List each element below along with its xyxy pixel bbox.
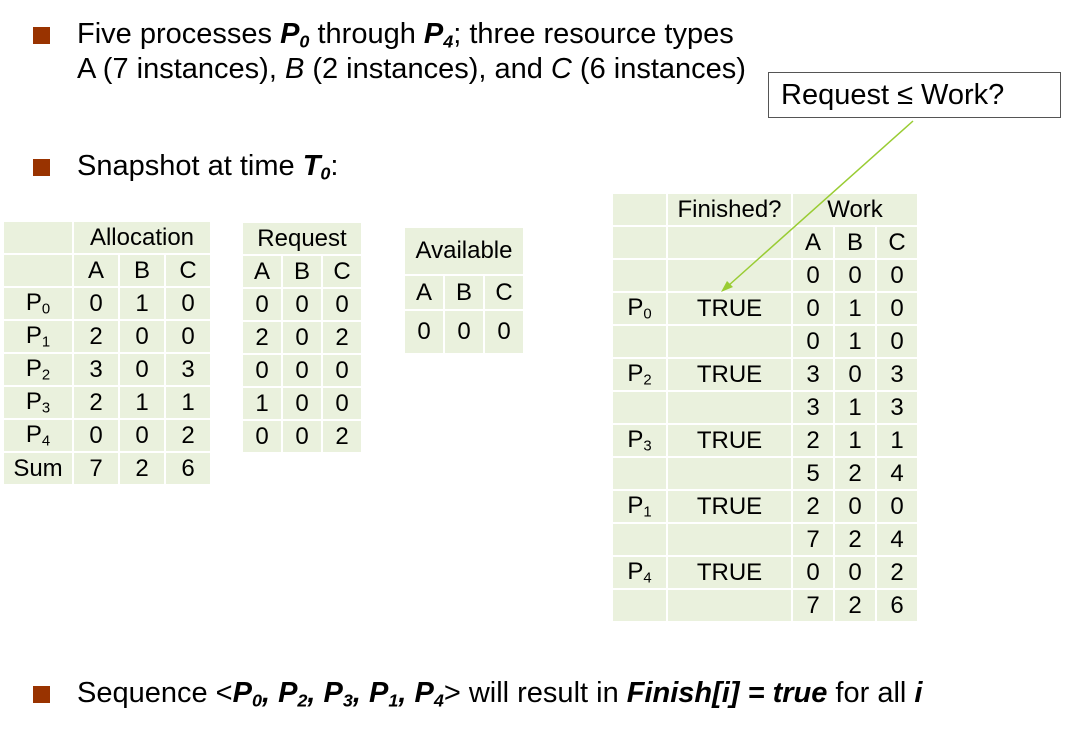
cell: 0 (120, 354, 164, 385)
bullet-marker (33, 686, 50, 703)
cell: 0 (835, 260, 875, 291)
cell: 2 (835, 590, 875, 621)
cell: 1 (877, 425, 917, 456)
cell: 0 (323, 355, 361, 386)
bullet1-line1: Five processes $P_0$ through $P_4$; three resource types (77, 18, 734, 52)
finished-cell: TRUE (668, 491, 791, 522)
col-header: B (445, 276, 483, 309)
cell: 0 (793, 557, 833, 588)
col-header: A (243, 256, 281, 287)
cell: 3 (74, 354, 118, 385)
request-work-callout: Request ≤ Work? (768, 72, 1061, 118)
col-header: A (405, 276, 443, 309)
col-header: B (283, 256, 321, 287)
cell: 7 (793, 590, 833, 621)
cell: 3 (877, 359, 917, 390)
col-header: A (793, 227, 833, 258)
process-label: $P_0$ (4, 288, 72, 319)
col-header: C (323, 256, 361, 287)
cell: 0 (877, 293, 917, 324)
cell: 0 (283, 322, 321, 353)
cell: 0 (120, 321, 164, 352)
process-label: $P_3$ (613, 425, 666, 456)
work-header: Work (793, 194, 917, 225)
cell: 1 (243, 388, 281, 419)
cell: 4 (877, 458, 917, 489)
cell: 2 (877, 557, 917, 588)
cell: 0 (243, 355, 281, 386)
cell: 7 (793, 524, 833, 555)
cell: 0 (793, 326, 833, 357)
cell: 0 (323, 289, 361, 320)
process-label: $P_2$ (4, 354, 72, 385)
finished-header: Finished? (668, 194, 791, 225)
cell: 2 (74, 387, 118, 418)
available-title: Available (405, 228, 523, 274)
cell: 3 (877, 392, 917, 423)
bullet3-line: Sequence $<P_0$, $P_2$, $P_3$, $P_1$, $P_4>$ will result in Finish[i] = true for all i (77, 677, 923, 711)
cell: 0 (835, 359, 875, 390)
cell: 2 (835, 458, 875, 489)
sum-label: Sum (4, 453, 72, 484)
cell: 0 (166, 288, 210, 319)
cell: 1 (835, 293, 875, 324)
cell: 0 (835, 491, 875, 522)
cell: 0 (445, 311, 483, 353)
finished-cell: TRUE (668, 425, 791, 456)
cell: 1 (835, 425, 875, 456)
col-header: B (120, 255, 164, 286)
cell: 3 (793, 392, 833, 423)
cell: 2 (793, 491, 833, 522)
cell: 0 (283, 355, 321, 386)
cell: 0 (283, 421, 321, 452)
process-label: $P_3$ (4, 387, 72, 418)
process-label: $P_2$ (613, 359, 666, 390)
cell: 1 (835, 392, 875, 423)
cell: 2 (74, 321, 118, 352)
cell: 0 (283, 289, 321, 320)
cell: 5 (793, 458, 833, 489)
cell: 0 (793, 260, 833, 291)
process-label: $P_1$ (4, 321, 72, 352)
cell: 2 (323, 322, 361, 353)
col-header: A (74, 255, 118, 286)
cell: 2 (166, 420, 210, 451)
cell: 0 (283, 388, 321, 419)
cell: 0 (877, 260, 917, 291)
cell: 0 (877, 326, 917, 357)
col-header: C (485, 276, 523, 309)
cell: 0 (323, 388, 361, 419)
cell: 0 (74, 288, 118, 319)
cell: 0 (120, 420, 164, 451)
cell: 0 (243, 289, 281, 320)
cell: 0 (166, 321, 210, 352)
bullet1-line2: A (7 instances), B (2 instances), and C (6 instances) (77, 53, 746, 85)
cell: 2 (835, 524, 875, 555)
finished-cell: TRUE (668, 359, 791, 390)
cell: 0 (835, 557, 875, 588)
allocation-title: Allocation (74, 222, 210, 253)
process-label: $P_4$ (613, 557, 666, 588)
cell: 0 (405, 311, 443, 353)
col-header: C (166, 255, 210, 286)
cell: 1 (835, 326, 875, 357)
cell: 0 (74, 420, 118, 451)
cell: 2 (323, 421, 361, 452)
cell: 0 (877, 491, 917, 522)
cell: 1 (166, 387, 210, 418)
cell: 4 (877, 524, 917, 555)
col-header: B (835, 227, 875, 258)
cell: 3 (166, 354, 210, 385)
cell: 0 (243, 421, 281, 452)
sum-cell: 2 (120, 453, 164, 484)
request-title: Request (243, 223, 361, 254)
cell: 0 (485, 311, 523, 353)
cell: 1 (120, 288, 164, 319)
cell: 6 (877, 590, 917, 621)
cell: 2 (793, 425, 833, 456)
col-header: C (877, 227, 917, 258)
process-label: $P_1$ (613, 491, 666, 522)
bullet2-line: Snapshot at time $T_0$: (77, 150, 339, 184)
finished-cell: TRUE (668, 293, 791, 324)
cell: 1 (120, 387, 164, 418)
finished-cell: TRUE (668, 557, 791, 588)
process-label: $P_0$ (613, 293, 666, 324)
cell: 0 (793, 293, 833, 324)
sum-cell: 7 (74, 453, 118, 484)
process-label: $P_4$ (4, 420, 72, 451)
arrow-line (728, 121, 913, 286)
sum-cell: 6 (166, 453, 210, 484)
cell: 2 (243, 322, 281, 353)
cell: 3 (793, 359, 833, 390)
